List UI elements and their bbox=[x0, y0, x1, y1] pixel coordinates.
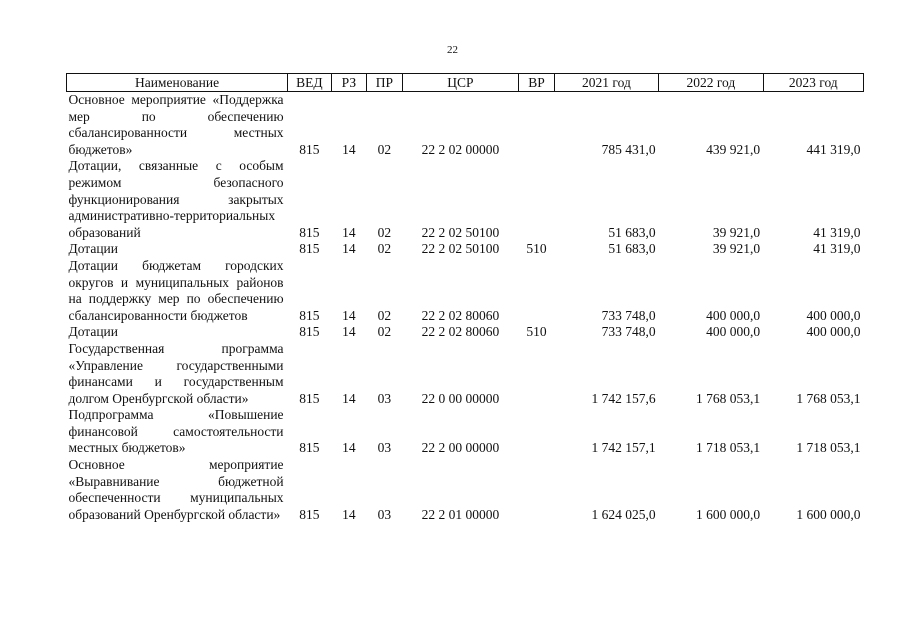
row-2023: 400 000,0 bbox=[806, 307, 861, 323]
row-rz: 14 bbox=[342, 506, 356, 522]
row-name: Дотации, связанные с особым режимом безопасного функционирования закрытых административно-территориальных образований bbox=[68, 158, 284, 240]
row-2021: 733 748,0 bbox=[601, 324, 656, 340]
header-vr: ВР bbox=[519, 74, 554, 92]
row-name: Дотации bbox=[68, 324, 119, 340]
row-csr: 22 2 02 50100 bbox=[421, 224, 500, 240]
row-rz: 14 bbox=[342, 440, 356, 456]
row-2022: 1 768 053,1 bbox=[695, 390, 761, 406]
row-2023: 1 718 053,1 bbox=[796, 440, 861, 456]
row-vr bbox=[519, 258, 554, 324]
table-header-row bbox=[67, 74, 864, 92]
row-rz: 14 bbox=[342, 241, 356, 257]
row-2022: 39 921,0 bbox=[712, 241, 761, 257]
row-vr: 510 bbox=[526, 241, 547, 257]
row-csr: 22 2 02 80060 bbox=[421, 307, 500, 323]
table-row bbox=[67, 324, 864, 341]
row-pr: 02 bbox=[377, 241, 392, 257]
row-2023: 41 319,0 bbox=[813, 224, 861, 240]
row-2021: 51 683,0 bbox=[608, 224, 656, 240]
row-2021: 1 742 157,6 bbox=[591, 390, 656, 406]
row-pr: 03 bbox=[377, 440, 392, 456]
table-row bbox=[67, 258, 864, 324]
row-2023: 1 768 053,1 bbox=[796, 390, 861, 406]
header-2022: 2022 год bbox=[659, 74, 763, 92]
row-2022: 1 600 000,0 bbox=[695, 506, 761, 522]
row-ved: 815 bbox=[299, 506, 320, 522]
row-vr bbox=[519, 457, 554, 523]
row-ved: 815 bbox=[299, 307, 320, 323]
row-ved: 815 bbox=[299, 324, 320, 340]
row-rz: 14 bbox=[342, 390, 356, 406]
row-rz: 14 bbox=[342, 141, 356, 157]
row-2021: 51 683,0 bbox=[608, 241, 656, 257]
row-2023: 1 600 000,0 bbox=[796, 506, 861, 522]
row-csr: 22 2 02 80060 bbox=[421, 324, 500, 340]
row-2022: 400 000,0 bbox=[706, 307, 761, 323]
row-rz: 14 bbox=[342, 324, 356, 340]
row-2021: 733 748,0 bbox=[601, 307, 656, 323]
row-2023: 41 319,0 bbox=[813, 241, 861, 257]
row-2022: 400 000,0 bbox=[706, 324, 761, 340]
row-name: Дотации bbox=[68, 241, 119, 257]
table-row bbox=[67, 407, 864, 457]
row-ved: 815 bbox=[299, 224, 320, 240]
table-row bbox=[67, 158, 864, 241]
row-pr: 03 bbox=[377, 506, 392, 522]
row-rz: 14 bbox=[342, 307, 356, 323]
row-csr: 22 2 02 00000 bbox=[421, 141, 500, 157]
header-2023: 2023 год bbox=[763, 74, 863, 92]
row-name: Дотации бюджетам городских округов и муниципальных районов на поддержку мер по обеспечению сбалансированности бюджетов bbox=[68, 257, 284, 323]
header-name: Наименование bbox=[67, 74, 288, 92]
table-row bbox=[67, 457, 864, 523]
header-2021: 2021 год bbox=[554, 74, 658, 92]
row-vr bbox=[519, 407, 554, 457]
header-csr: ЦСР bbox=[402, 74, 519, 92]
row-2023: 441 319,0 bbox=[806, 141, 861, 157]
table-row bbox=[67, 92, 864, 159]
row-2022: 439 921,0 bbox=[706, 141, 761, 157]
row-pr: 03 bbox=[377, 390, 392, 406]
row-2022: 1 718 053,1 bbox=[695, 440, 761, 456]
row-name: Основное мероприятие «Поддержка мер по обеспечению сбалансированности местных бюджетов» bbox=[68, 92, 284, 157]
row-pr: 02 bbox=[377, 224, 392, 240]
row-pr: 02 bbox=[377, 307, 392, 323]
header-rz: РЗ bbox=[331, 74, 366, 92]
row-csr: 22 2 02 50100 bbox=[421, 241, 500, 257]
row-2021: 1 624 025,0 bbox=[591, 506, 656, 522]
page-number: 22 bbox=[447, 44, 458, 56]
row-vr bbox=[519, 158, 554, 241]
row-vr bbox=[519, 92, 554, 159]
row-vr bbox=[519, 341, 554, 407]
row-2022: 39 921,0 bbox=[712, 224, 761, 240]
row-ved: 815 bbox=[299, 440, 320, 456]
header-pr: ПР bbox=[367, 74, 402, 92]
row-csr: 22 2 01 00000 bbox=[421, 506, 500, 522]
row-vr: 510 bbox=[526, 324, 547, 340]
table-row bbox=[67, 341, 864, 407]
budget-table bbox=[66, 73, 864, 523]
table-row bbox=[67, 241, 864, 258]
row-pr: 02 bbox=[377, 324, 392, 340]
row-2021: 1 742 157,1 bbox=[591, 440, 656, 456]
row-2021: 785 431,0 bbox=[601, 141, 656, 157]
row-rz: 14 bbox=[342, 224, 356, 240]
row-name: Государственная программа «Управление государственными финансами и государственным долгом Оренбургской области» bbox=[68, 340, 284, 406]
row-ved: 815 bbox=[299, 241, 320, 257]
row-csr: 22 2 00 00000 bbox=[421, 440, 500, 456]
row-name: Основное мероприятие «Выравнивание бюджетной обеспеченности муниципальных образований Оренбургской области» bbox=[68, 457, 284, 522]
row-name: Подпрограмма «Повышение финансовой самостоятельности местных бюджетов» bbox=[68, 407, 284, 456]
row-2023: 400 000,0 bbox=[806, 324, 861, 340]
row-csr: 22 0 00 00000 bbox=[421, 390, 500, 406]
row-pr: 02 bbox=[377, 141, 392, 157]
row-ved: 815 bbox=[299, 390, 320, 406]
row-ved: 815 bbox=[299, 141, 320, 157]
header-ved: ВЕД bbox=[288, 74, 332, 92]
